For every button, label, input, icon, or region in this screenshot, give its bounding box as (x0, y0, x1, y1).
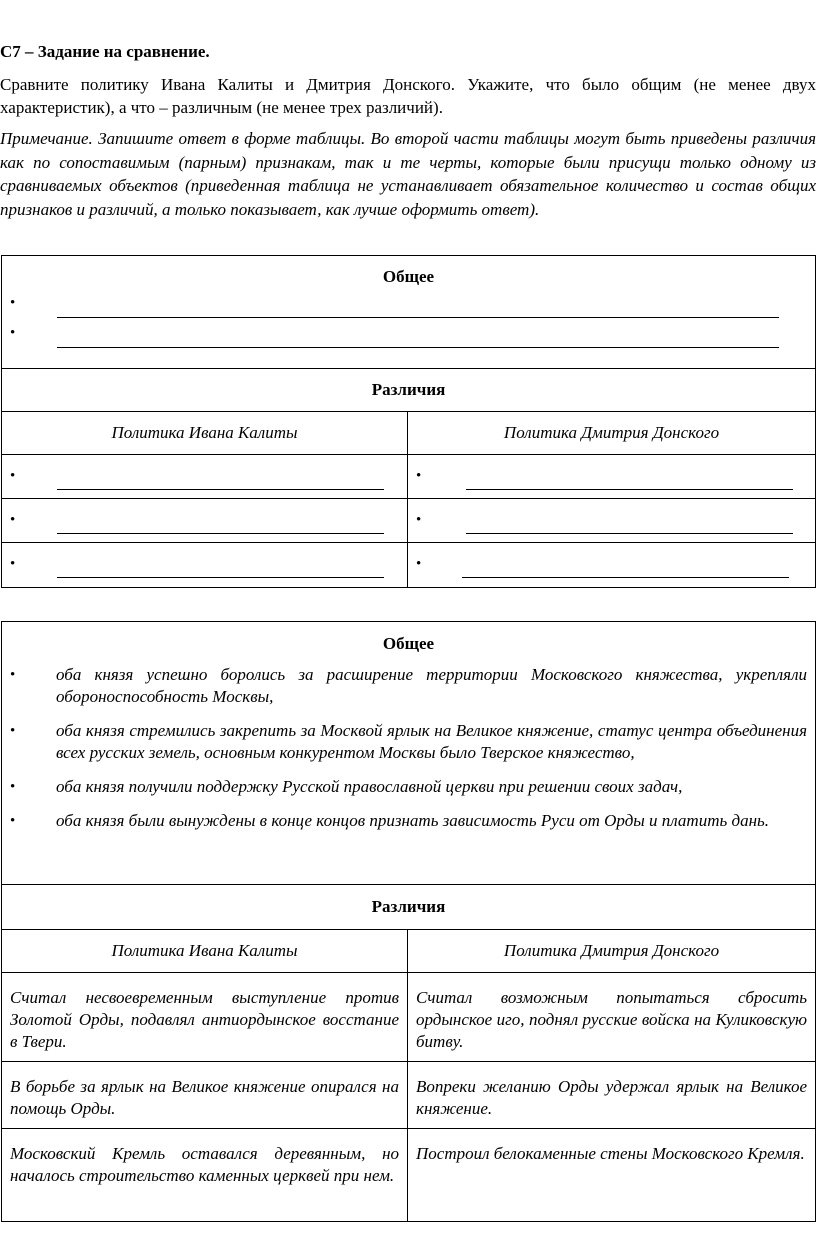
blank-diff-right-2 (408, 499, 816, 543)
blank-common-label: Общее (382, 267, 435, 286)
answer-diff-right-2: Вопреки желанию Орды удержал ярлык на Великое княжение. (408, 1062, 816, 1129)
blank-common-line-2 (2, 317, 815, 350)
bullet-icon: • (416, 468, 422, 484)
blank-col-right-header: Политика Дмитрия Донского (408, 412, 816, 455)
bullet-icon: • (10, 325, 16, 341)
answer-diff-right-1: Считал возможным попытаться сбросить ордынское иго, поднял русские войска на Куликовскую битву. (408, 973, 816, 1062)
answer-diff-left-1: Считал несвоевременным выступление против Золотой Орды, подавлял антиордынское восстание в Твери. (2, 973, 408, 1062)
blank-col-left-header: Политика Ивана Калиты (2, 412, 408, 455)
answer-diff-left-3: Московский Кремль оставался деревянным, но началось строительство каменных церквей при нем. (2, 1129, 408, 1222)
answer-common-list (2, 664, 815, 832)
bullet-icon: • (416, 512, 422, 528)
answer-col-left-header: Политика Ивана Калиты (2, 930, 408, 973)
bullet-icon: • (10, 295, 16, 311)
answer-diff-label: Различия (2, 885, 816, 930)
bullet-icon: • (416, 556, 422, 572)
bullet-icon: • (10, 468, 16, 484)
answer-col-right-header: Политика Дмитрия Донского (408, 930, 816, 973)
blank-diff-left-3 (2, 543, 408, 588)
task-text: Сравните политику Ивана Калиты и Дмитрия Донского. Укажите, что было общим (не менее двух характеристик), а что – различным (не менее трех различий). (0, 75, 816, 117)
blank-diff-left-2 (2, 499, 408, 543)
bullet-icon: • (10, 723, 16, 739)
blank-common-cell (2, 256, 816, 369)
bullet-icon: • (10, 667, 16, 683)
list-item: • оба князя успешно боролись за расширение территории Московского княжества, укрепляли обороноспособность Москвы, (10, 665, 807, 706)
list-item: • оба князя стремились закрепить за Москвой ярлык на Великое княжение, статус центра объединения всех русских земель, основным конкурентом Москвы было Тверское княжество, (10, 721, 807, 762)
blank-diff-right-1 (408, 455, 816, 499)
blank-answer-table (1, 255, 816, 588)
blank-common-line-1 (2, 287, 815, 317)
blank-diff-right-3 (408, 543, 816, 588)
list-item: • оба князя получили поддержку Русской православной церкви при решении своих задач, (10, 777, 683, 796)
bullet-icon: • (10, 779, 16, 795)
answer-table (1, 621, 816, 1222)
task-note: Примечание. Запишите ответ в форме таблицы. Во второй части таблицы могут быть приведены различия как по сопоставимым (парным) признакам, так и те черты, которые были присущи только одному из сравниваемых объектов (приведенная таблица не устанавливает обязательное количество и состав общих признаков и различий, а только показывает, как лучше оформить ответ). (0, 129, 816, 219)
bullet-icon: • (10, 512, 16, 528)
blank-diff-label: Различия (2, 369, 816, 412)
blank-diff-left-1 (2, 455, 408, 499)
answer-diff-left-2: В борьбе за ярлык на Великое княжение опирался на помощь Орды. (2, 1062, 408, 1129)
bullet-icon: • (10, 556, 16, 572)
answer-common-cell (2, 622, 816, 885)
answer-diff-right-3: Построил белокаменные стены Московского Кремля. (408, 1129, 816, 1222)
answer-common-label: Общее (382, 634, 435, 653)
task-heading: С7 – Задание на сравнение. (0, 42, 210, 61)
list-item: • оба князя были вынуждены в конце концов признать зависимость Руси от Орды и платить дань. (10, 811, 769, 830)
bullet-icon: • (10, 813, 16, 829)
